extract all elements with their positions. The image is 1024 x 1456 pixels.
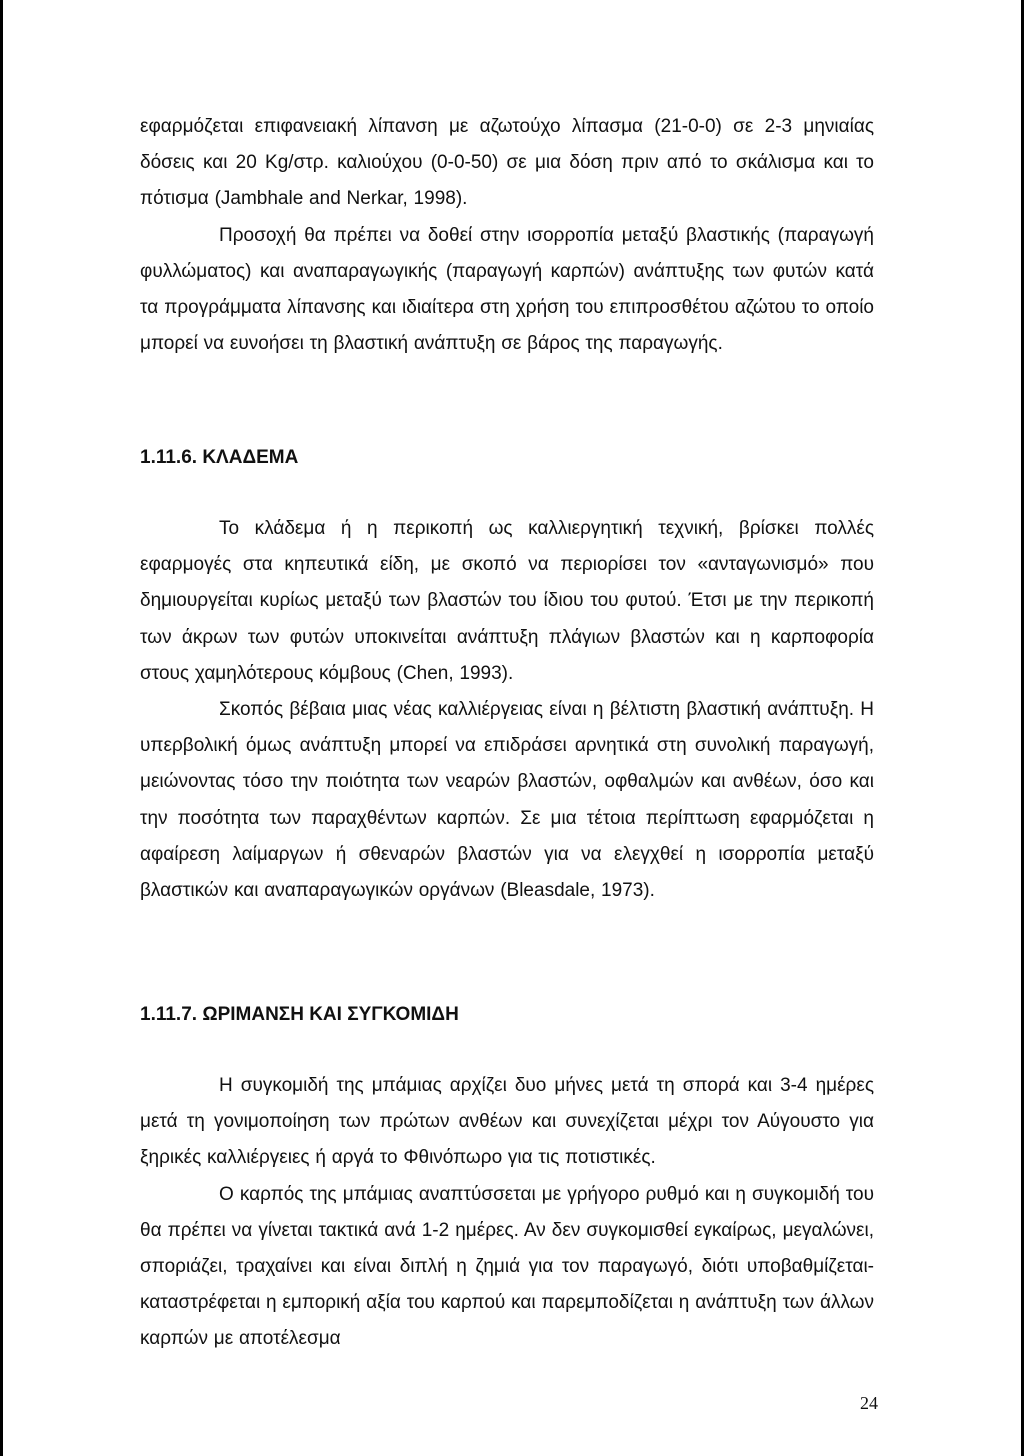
paragraph-harvest-frequency: Ο καρπός της μπάμιας αναπτύσσεται με γρήγορο ρυθμό και η συγκομιδή του θα πρέπει να γίνεται τακτικά ανά 1-2 ημέρες. Αν δεν συγκομισθεί εγκαίρως, μεγαλώνει, σποριάζει, τραχαίνει και είναι διπλή η ζημιά για τον παραγωγό, διότι υποβαθμίζεται-καταστρέφεται η εμπορική αξία του καρπού και παρεμποδίζεται η ανάπτυξη των άλλων καρπών με αποτέλεσμα bbox=[140, 1183, 874, 1350]
paragraph-pruning-technique: Το κλάδεμα ή η περικοπή ως καλλιεργητική τεχνική, βρίσκει πολλές εφαρμογές στα κηπευτικά είδη, με σκοπό να περιορίσει τον «ανταγωνισμό» που δημιουργείται κυρίως μεταξύ των βλαστών του ίδιου του φυτού. Έτσι με την περικοπή των άκρων των φυτών υποκινείται ανάπτυξη πλάγιων βλαστών και η καρποφορία στους χαμηλότερους κόμβους (Chen, 1993). bbox=[140, 518, 874, 684]
paragraph-growth-balance: Προσοχή θα πρέπει να δοθεί στην ισορροπία μεταξύ βλαστικής (παραγωγή φυλλώματος) και αναπαραγωγικής (παραγωγή καρπών) ανάπτυξης των φυτών κατά τα προγράμματα λίπανσης και ιδιαίτερα στη χρήση του επιπροσθέτου αζώτου το οποίο μπορεί να ευνοήσει τη βλαστική ανάπτυξη σε βάρος της παραγωγής. bbox=[140, 224, 874, 355]
section-heading-pruning: 1.11.6. ΚΛΑΔΕΜΑ bbox=[140, 447, 299, 468]
paragraph-fertilizer-dosage: εφαρμόζεται επιφανειακή λίπανση με αζωτούχο λίπασμα (21-0-0) σε 2-3 μηνιαίας δόσεις και 20 Kg/στρ. καλιούχου (0-0-50) σε μια δόση πριν από το σκάλισμα και το πότισμα (Jambhale and Nerkar, 1998). bbox=[140, 116, 874, 210]
section-heading-harvest: 1.11.7. ΩΡΙΜΑΝΣΗ ΚΑΙ ΣΥΓΚΟΜΙΔΗ bbox=[140, 1004, 459, 1025]
fertilization-continuation bbox=[140, 109, 874, 362]
page-number: 24 bbox=[860, 1393, 878, 1413]
pruning-section bbox=[140, 511, 874, 909]
paragraph-harvest-timing: Η συγκομιδή της μπάμιας αρχίζει δυο μήνες μετά τη σπορά και 3-4 ημέρες μετά τη γονιμοποίηση των πρώτων ανθέων και συνεχίζεται μέχρι τον Αύγουστο για ξηρικές καλλιέργειες ή αργά το Φθινόπωρο για τις ποτιστικές. bbox=[140, 1075, 874, 1169]
harvest-section bbox=[140, 1068, 874, 1358]
paragraph-pruning-purpose: Σκοπός βέβαια μιας νέας καλλιέργειας είναι η βέλτιστη βλαστική ανάπτυξη. Η υπερβολική όμως ανάπτυξη μπορεί να επιδράσει αρνητικά στη συνολική παραγωγή, μειώνοντας τόσο την ποιότητα των νεαρών βλαστών, οφθαλμών και ανθέων, όσο και την ποσότητα των παραχθέντων καρπών. Σε μια τέτοια περίπτωση εφαρμόζεται η αφαίρεση λαίμαργων ή σθεναρών βλαστών για να ελεγχθεί η ισορροπία μεταξύ βλαστικών και αναπαραγωγικών οργάνων (Bleasdale, 1973). bbox=[140, 699, 874, 902]
